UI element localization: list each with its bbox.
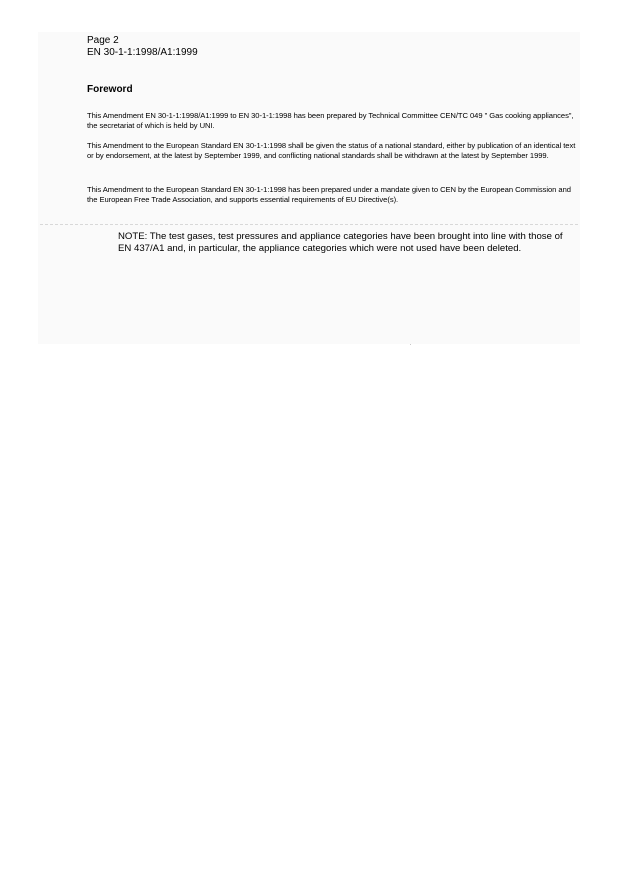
foreword-paragraph: This Amendment to the European Standard EN 30-1-1:1998 has been prepared under a mandate given to CEN by the European Commission and the European Free Trade Association, and supports essential requirements of EU Directive(s). — [87, 185, 571, 204]
page-header — [87, 35, 198, 59]
foreword-paragraph: This Amendment to the European Standard EN 30-1-1:1998 shall be given the status of a national standard, either by publication of an identical text or by endorsement, at the latest by September 1999, and conflicting national standards shall be withdrawn at the latest by September 1999. — [87, 141, 576, 160]
foreword-paragraph: This Amendment EN 30-1-1:1998/A1:1999 to EN 30-1-1:1998 has been prepared by Technical Committee CEN/TC 049 " Gas cooking appliances", the secretariat of which is held by UNI. — [87, 111, 574, 130]
page-number: Page 2 — [87, 35, 119, 46]
divider — [40, 224, 578, 225]
section-title: Foreword — [87, 84, 133, 95]
note-text: NOTE: The test gases, test pressures and appliance categories have been brought into line with those of EN 437/A1 and, in particular, the appliance categories which were not used have been deleted. — [118, 231, 563, 254]
document-identifier: EN 30-1-1:1998/A1:1999 — [87, 47, 198, 58]
scan-speck — [410, 344, 411, 345]
